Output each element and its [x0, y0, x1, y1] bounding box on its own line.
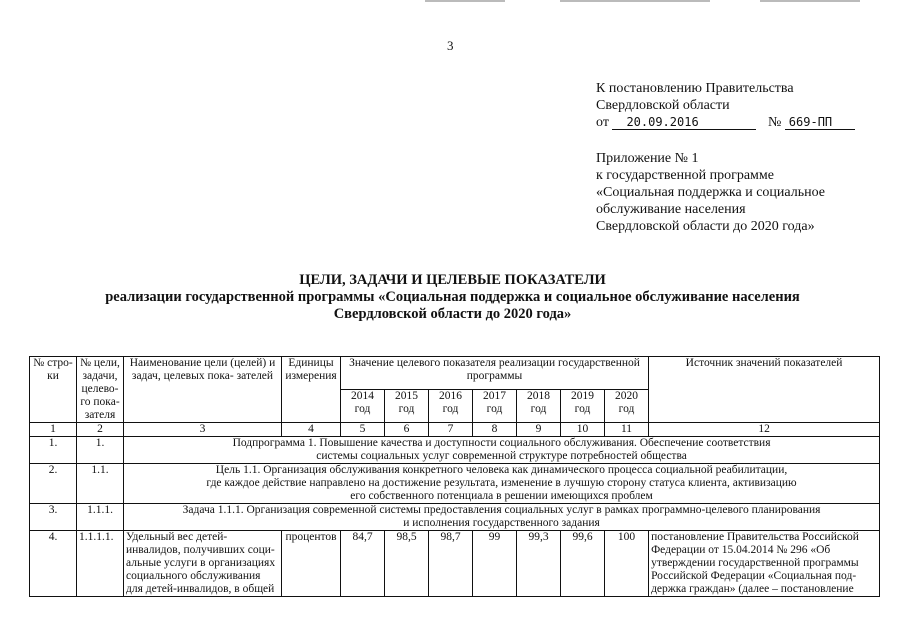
- decree-date: 20.09.2016: [612, 116, 756, 130]
- row-number: 1.: [30, 437, 77, 464]
- decree-date-line: [596, 114, 855, 131]
- table-header-row: [30, 357, 880, 390]
- column-number: 3: [124, 423, 282, 437]
- indicator-value: 99,3: [517, 531, 561, 597]
- column-number: 8: [473, 423, 517, 437]
- indicator-value: 84,7: [341, 531, 385, 597]
- document-title: [0, 272, 905, 323]
- column-number: 5: [341, 423, 385, 437]
- section-text-line: Задача 1.1.1. Организация современной системы предоставления социальных услуг в рамках программно-целевого планирования: [182, 504, 821, 516]
- row-section-text: [124, 437, 880, 464]
- column-number: 7: [429, 423, 473, 437]
- header-year: 2017 год: [473, 390, 517, 423]
- appendix-line: Приложение № 1: [596, 151, 699, 166]
- scan-artifact-line: [425, 0, 505, 2]
- title-line-1: ЦЕЛИ, ЗАДАЧИ И ЦЕЛЕВЫЕ ПОКАЗАТЕЛИ: [299, 272, 606, 288]
- decree-line-2: Свердловской области: [596, 98, 730, 113]
- row-number: 2.: [30, 464, 77, 504]
- title-line-2: реализации государственной программы «Социальная поддержка и социальное обслуживание населения: [105, 289, 800, 305]
- section-text-line: и исполнения государственного задания: [403, 517, 600, 529]
- decree-number-prefix: №: [767, 115, 782, 130]
- page-number: 3: [447, 38, 454, 53]
- section-text-line: его собственного потенциала в решении имеющихся проблем: [350, 490, 653, 502]
- section-text-line: Подпрограмма 1. Повышение качества и доступности социального обслуживания. Обеспечение соответствия: [232, 437, 771, 449]
- table-row-task: [30, 504, 880, 531]
- row-section-text: [124, 464, 880, 504]
- indicator-name: Удельный вес детей-инвалидов, получивших соци-альные услуги в организациях социального обслуживания для детей-инвалидов, в общей: [124, 531, 282, 597]
- column-number: 4: [282, 423, 341, 437]
- appendix-line: обслуживание населения: [596, 202, 746, 217]
- table-row-subprogram: [30, 437, 880, 464]
- row-number: 3.: [30, 504, 77, 531]
- header-source: Источник значений показателей: [649, 357, 880, 423]
- indicator-value: 99,6: [561, 531, 605, 597]
- section-text-line: системы социальных услуг современной структуре потребностей общества: [316, 450, 687, 462]
- indicator-value: 98,7: [429, 531, 473, 597]
- column-number: 1: [30, 423, 77, 437]
- decree-date-prefix: от: [596, 115, 609, 130]
- decree-number: 669-ПП: [785, 116, 855, 130]
- decree-line-1: К постановлению Правительства: [596, 81, 794, 96]
- header-unit: Единицы измерения: [282, 357, 341, 423]
- column-number: 12: [649, 423, 880, 437]
- header-year: 2015 год: [385, 390, 429, 423]
- header-goal-number: № цели, задачи, целево- го пока- зателя: [77, 357, 124, 423]
- decree-reference: [596, 80, 855, 131]
- indicator-unit: процентов: [282, 531, 341, 597]
- column-numbers-row: [30, 423, 880, 437]
- row-code: 1.1.1.: [77, 504, 124, 531]
- section-text-line: где каждое действие направлено на достижение результата, изменение в лучшую сторону статуса клиента, активизацию: [206, 477, 797, 489]
- indicator-source: постановление Правительства Российской Федерации от 15.04.2014 № 296 «Об утверждении государственной программы Российской Федерации «Социальная под-держка граждан» (далее – постановление: [649, 531, 880, 597]
- header-value-group: Значение целевого показателя реализации государственной программы: [341, 357, 649, 390]
- column-number: 11: [605, 423, 649, 437]
- indicator-value: 99: [473, 531, 517, 597]
- indicator-value: 98,5: [385, 531, 429, 597]
- row-number: 4.: [30, 531, 77, 597]
- table-row-goal: [30, 464, 880, 504]
- appendix-line: «Социальная поддержка и социальное: [596, 185, 825, 200]
- goals-table: [29, 356, 880, 597]
- column-number: 10: [561, 423, 605, 437]
- appendix-line: Свердловской области до 2020 года»: [596, 219, 815, 234]
- row-section-text: [124, 504, 880, 531]
- section-text-line: Цель 1.1. Организация обслуживания конкретного человека как динамического процесса социальной реабилитации,: [215, 464, 788, 476]
- title-line-3: Свердловской области до 2020 года»: [333, 306, 572, 322]
- column-number: 2: [77, 423, 124, 437]
- appendix-line: к государственной программе: [596, 168, 774, 183]
- row-code: 1.: [77, 437, 124, 464]
- header-year: 2014 год: [341, 390, 385, 423]
- appendix-reference: [596, 150, 825, 235]
- scan-artifact-line: [560, 0, 710, 2]
- column-number: 9: [517, 423, 561, 437]
- row-code: 1.1.: [77, 464, 124, 504]
- row-code: 1.1.1.1.: [77, 531, 124, 597]
- header-row-number: № стро- ки: [30, 357, 77, 423]
- header-year: 2020 год: [605, 390, 649, 423]
- scan-artifact-line: [760, 0, 860, 2]
- indicator-value: 100: [605, 531, 649, 597]
- column-number: 6: [385, 423, 429, 437]
- table-row-indicator: [30, 531, 880, 597]
- header-year: 2018 год: [517, 390, 561, 423]
- header-year: 2019 год: [561, 390, 605, 423]
- header-name: Наименование цели (целей) и задач, целевых пока- зателей: [124, 357, 282, 423]
- header-year: 2016 год: [429, 390, 473, 423]
